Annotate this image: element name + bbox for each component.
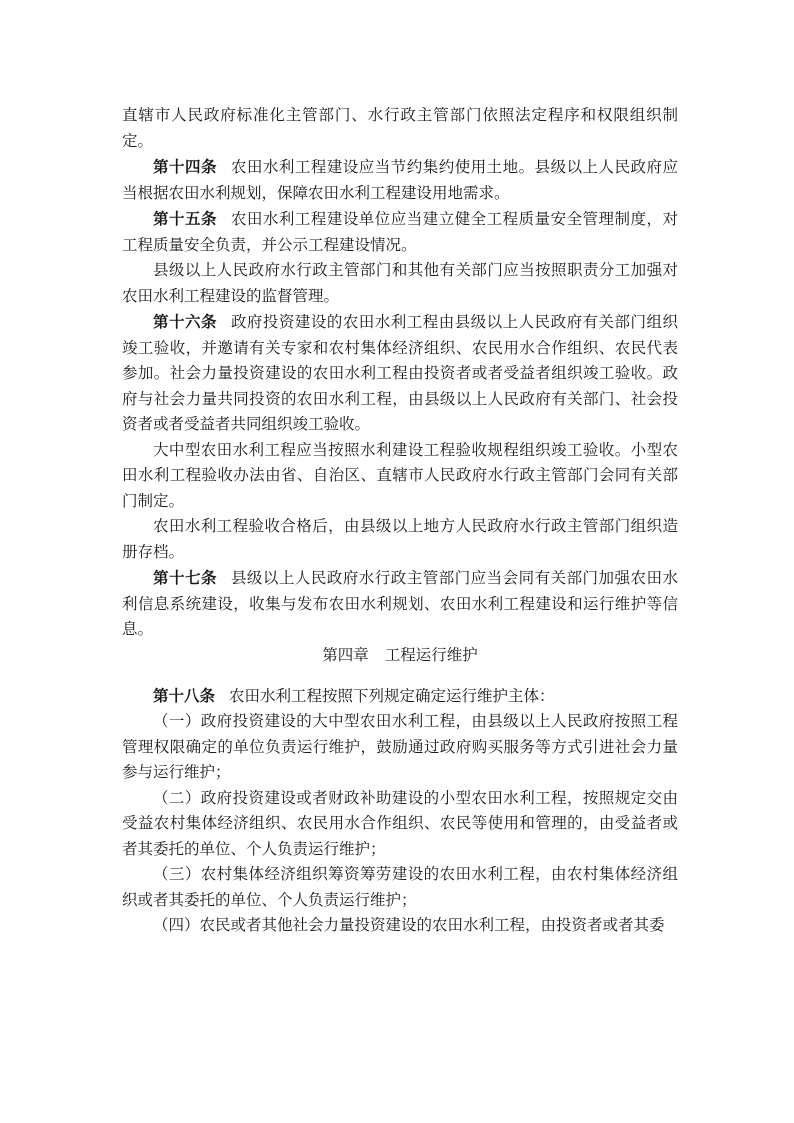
article-text: 农田水利工程建设单位应当建立健全工程质量安全管理制度，对工程质量安全负责，并公示工程建设情况。 [122,210,678,254]
list-item-text: （四）农民或者其他社会力量投资建设的农田水利工程，由投资者或者其委 [153,916,665,934]
chapter-number: 第四章 [322,645,369,664]
list-item [122,862,678,913]
article-label: 第十七条 [153,568,217,587]
list-item-text: （一）政府投资建设的大中型农田水利工程，由县级以上人民政府按照工程管理权限确定的单位负责运行维护，鼓励通过政府购买服务等方式引进社会力量参与运行维护； [122,712,678,781]
article-text: 县级以上人民政府水行政主管部门应当会同有关部门加强农田水利信息系统建设，收集与发布农田水利规划、农田水利工程建设和运行维护等信息。 [122,569,678,638]
paragraph-continuation [122,103,678,154]
article-15 [122,206,678,258]
list-item-text: （二）政府投资建设或者财政补助建设的小型农田水利工程，按照规定交由受益农村集体经济组织、农民用水合作组织、农民等使用和管理的，由受益者或者其委托的单位、个人负责运行维护； [122,788,678,858]
list-item [122,913,678,939]
article-16 [122,309,678,438]
document-body [122,103,678,939]
paragraph [122,514,678,565]
paragraph [122,258,678,309]
list-item [122,709,678,786]
article-text: 农田水利工程建设应当节约集约使用土地。县级以上人民政府应当根据农田水利规划，保障农田水利工程建设用地需求。 [122,158,678,202]
article-17 [122,565,678,643]
article-18 [122,683,678,710]
paragraph [122,438,678,515]
chapter-title: 工程运行维护 [384,645,478,664]
article-label: 第十五条 [153,209,217,228]
article-14 [122,154,678,206]
paragraph-text: 直辖市人民政府标准化主管部门、水行政主管部门依照法定程序和权限组织制定。 [122,106,678,150]
article-label: 第十八条 [153,685,216,705]
paragraph-text: 县级以上人民政府水行政主管部门和其他有关部门应当按照职责分工加强对农田水利工程建设的监督管理。 [122,261,678,305]
article-label: 第十六条 [153,312,217,331]
list-item [122,786,678,863]
article-text: 农田水利工程按照下列规定确定运行维护主体： [229,686,555,705]
chapter-heading [122,643,678,683]
article-text: 政府投资建设的农田水利工程由县级以上人民政府有关部门组织竣工验收，并邀请有关专家和农村集体经济组织、农民用水合作组织、农民代表参加。社会力量投资建设的农田水利工程由投资者或者受益者组织竣工验收。政府与社会力量共同投资的农田水利工程，由县级以上人民政府有关部门、社会投资者或者受益者共同组织竣工验收。 [122,313,678,433]
article-label: 第十四条 [153,157,217,176]
paragraph-text: 农田水利工程验收合格后，由县级以上地方人民政府水行政主管部门组织造册存档。 [122,517,678,561]
paragraph-text: 大中型农田水利工程应当按照水利建设工程验收规程组织竣工验收。小型农田水利工程验收办法由省、自治区、直辖市人民政府水行政主管部门会同有关部门制定。 [122,440,678,510]
list-item-text: （三）农村集体经济组织筹资筹劳建设的农田水利工程，由农村集体经济组织或者其委托的单位、个人负责运行维护； [122,865,678,909]
